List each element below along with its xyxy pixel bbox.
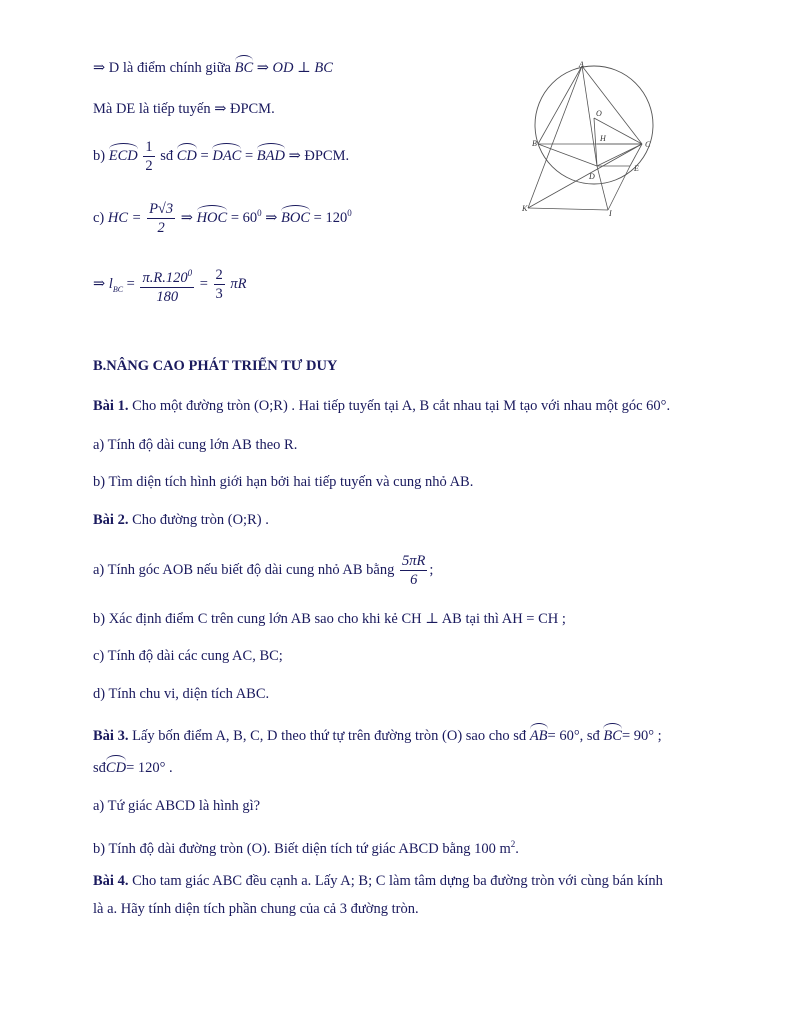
text: ⇒ OD ⊥ BC <box>256 60 333 76</box>
text: HC = <box>107 209 142 226</box>
bai2-a <box>93 552 433 589</box>
fraction-two-thirds <box>214 266 225 303</box>
arc-ecd: ECD <box>108 147 138 164</box>
section-title: B.NÂNG CAO PHÁT TRIỂN TƯ DUY <box>93 358 338 374</box>
bai2-b: b) Xác định điểm C trên cung lớn AB sao cho khi kẻ CH ⊥ AB tại thì AH = CH ; <box>93 611 566 627</box>
fraction-5pir-6 <box>400 552 427 589</box>
text: = 120° . <box>126 760 173 776</box>
fraction-p-sqrt3 <box>147 200 175 237</box>
bai3-line2 <box>93 758 173 778</box>
text: a) Tính góc AOB nếu biết độ dài cung nhỏ AB bằng <box>93 561 395 578</box>
sub: BC <box>112 285 124 295</box>
bai2-c: c) Tính độ dài các cung AC, BC; <box>93 648 283 664</box>
degree: 0 <box>187 268 193 278</box>
bai1-text <box>93 396 670 416</box>
seg-ad <box>582 66 597 166</box>
bai2-label: Bài 2. <box>93 512 129 528</box>
arc-dac: DAC <box>212 147 242 164</box>
text: . <box>515 840 519 857</box>
label-b: B <box>532 139 537 148</box>
bai2-d: d) Tính chu vi, diện tích ABC. <box>93 686 270 702</box>
num <box>140 264 194 288</box>
arc-bad: BAD <box>256 147 285 164</box>
bai1-a: a) Tính độ dài cung lớn AB theo R. <box>93 437 298 453</box>
label-o: O <box>596 109 602 118</box>
den: 2 <box>157 220 165 236</box>
bai4-body: Cho tam giác ABC đều cạnh a. Lấy A; B; C làm tâm dựng ba đường tròn với cùng bán kính <box>128 873 663 889</box>
den: 3 <box>215 286 223 303</box>
seg-od <box>594 118 597 166</box>
num: 2 <box>215 267 223 284</box>
seg-ac <box>582 66 642 144</box>
bai3-b <box>93 834 519 859</box>
implies: ⇒ <box>265 209 278 226</box>
text: Lấy bốn điểm A, B, C, D theo thứ tự trên đường tròn (O) sao cho sđ <box>128 728 527 744</box>
text: ⇒ D là điểm chính giữa <box>93 60 231 76</box>
geometry-figure <box>518 60 668 220</box>
bai1-label: Bài 1. <box>93 398 129 414</box>
num: 1 <box>145 139 153 155</box>
eq: = <box>199 276 208 293</box>
fraction-half <box>143 138 154 175</box>
den: 2 <box>145 158 153 174</box>
text: sđ <box>160 147 174 164</box>
text: = 60°, sđ <box>547 728 600 744</box>
bai3-a: a) Tứ giác ABCD là hình gì? <box>93 798 261 814</box>
seg-ki <box>528 208 608 210</box>
label-h: H <box>600 134 606 143</box>
arc-boc: BOC <box>281 209 311 226</box>
arc-cd: CD <box>105 760 127 776</box>
arc-hoc: HOC <box>196 209 228 226</box>
text: ⇒ l <box>93 276 113 293</box>
bai4-text <box>93 871 663 891</box>
label-k: K <box>522 204 528 213</box>
line-c <box>93 200 352 237</box>
label: b) <box>93 147 106 164</box>
seg-bd <box>538 144 597 166</box>
value: = 60 <box>230 209 258 226</box>
label-a: A <box>579 60 584 69</box>
den: 6 <box>410 572 418 588</box>
label-d: D <box>589 172 595 181</box>
line-arc-length <box>93 264 247 306</box>
text: ; <box>429 561 434 578</box>
fraction-arc <box>140 264 194 306</box>
seg-ie <box>608 166 630 210</box>
text: b) Tính độ dài đường tròn (O). Biết diện tích tứ giác ABCD bằng 100 m <box>93 840 511 857</box>
bai3-text <box>93 726 662 746</box>
num: 5πR <box>402 553 426 569</box>
text: sđ <box>93 760 106 776</box>
line-d-midpoint <box>93 58 333 78</box>
arc-bc: BC <box>603 728 622 744</box>
num-text: π.R.120 <box>142 269 188 286</box>
label: c) <box>93 209 105 226</box>
text: = 90° ; <box>621 728 662 744</box>
bai1-b: b) Tìm diện tích hình giới hạn bởi hai tiếp tuyến và cung nhỏ AB. <box>93 474 474 490</box>
bai1-body: Cho một đường tròn (O;R) . Hai tiếp tuyến tại A, B cắt nhau tại M tạo với nhau một góc 60°. <box>128 398 671 414</box>
text: πR <box>230 276 247 293</box>
bai2-text <box>93 510 269 530</box>
degree: 0 <box>347 208 352 218</box>
sup: 2 <box>510 839 516 849</box>
value: = 120 <box>313 209 348 226</box>
eq: = <box>126 276 135 293</box>
label-i: I <box>609 209 612 218</box>
bai3-label: Bài 3. <box>93 728 129 744</box>
arc-cd: CD <box>176 147 197 164</box>
bai4-text2: là a. Hãy tính diện tích phần chung của cả 3 đường tròn. <box>93 901 419 917</box>
implies: ⇒ <box>180 209 193 226</box>
den: 180 <box>156 288 179 305</box>
num: P√3 <box>149 201 174 217</box>
eq: = <box>200 147 209 164</box>
eq: = <box>244 147 254 164</box>
arc-ab: AB <box>529 728 548 744</box>
line-b <box>93 138 349 175</box>
degree: 0 <box>257 208 262 218</box>
label-e: E <box>634 164 639 173</box>
text: ⇒ ĐPCM. <box>288 147 350 164</box>
seg-id <box>597 166 608 210</box>
seg-dc <box>597 144 642 166</box>
seg-ab <box>538 66 582 144</box>
bai4-label: Bài 4. <box>93 873 129 889</box>
line-tangent: Mà DE là tiếp tuyến ⇒ ĐPCM. <box>93 101 275 117</box>
arc-bc: BC <box>234 60 254 76</box>
label-c: C <box>645 140 651 149</box>
bai2-body: Cho đường tròn (O;R) . <box>128 512 269 528</box>
